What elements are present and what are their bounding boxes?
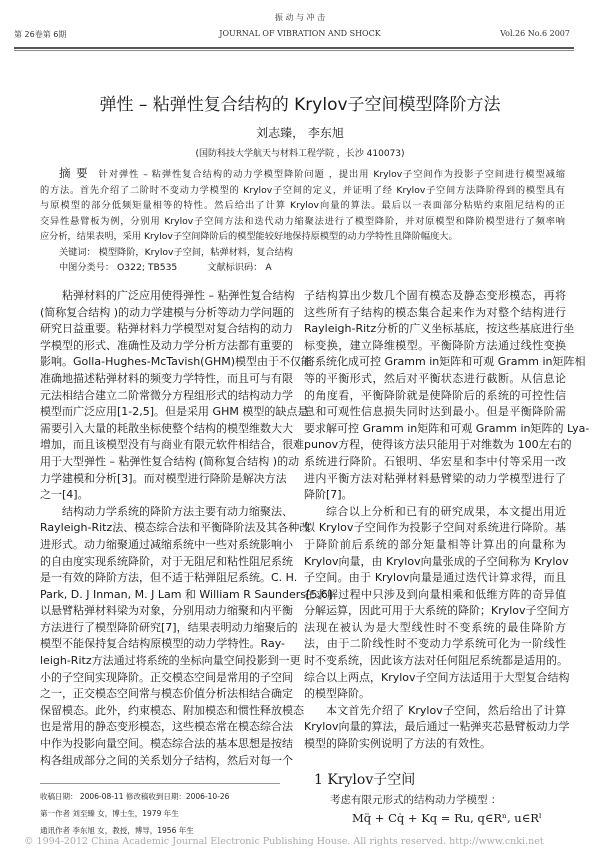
- journal-name-cn: 振 动 与 冲 击: [274, 13, 326, 22]
- paragraph-line: 也是常用的静态变形模态，这些模态常在模态综合法: [40, 720, 293, 734]
- paragraph-line: 等的平衡形式，然后对平衡状态进行截断。从信息论: [304, 371, 566, 385]
- paragraph-line: 降阶[7]。: [304, 488, 353, 502]
- paragraph-line: 模型不能保持复合结构原模型的动力学特性。Ray-: [40, 637, 285, 651]
- paragraph-line: 准确地描述粘弹材料的频变力学特性，而且可与有限: [40, 371, 293, 385]
- doc-code-value: A: [265, 262, 272, 273]
- footnote-corresponding-author: 通讯作者 李东旭 女，教授，博导，1956 年生: [40, 826, 194, 835]
- paragraph-line: 似 Krylov子空间作为投影子空间对系统进行降阶。基: [304, 521, 566, 535]
- paragraph-line: Rayleigh-Ritz法、模态综合法和平衡降阶法及其各种改: [40, 521, 311, 535]
- abstract-line: [40, 229, 565, 245]
- paragraph-line: 之一，正交模态空间常与模态价值分析法相结合确定: [40, 687, 293, 701]
- paragraph-line: 用于大型弹性 – 粘弹性复合结构 (简称复合结构 )的动: [40, 454, 300, 468]
- abstract: [40, 166, 565, 276]
- clc-label: 中图分类号：: [59, 262, 115, 273]
- abstract-line: [40, 183, 565, 199]
- paragraph-line: 法现在被认为是大型线性时不变系统的最佳降阶方: [304, 620, 566, 634]
- paragraph-line: 标变换，建立降维模型。平衡降阶方法通过线性变换: [304, 338, 566, 352]
- paragraph-line: 元法相结合建立二阶常微分方程组形式的结构动力学: [40, 388, 293, 402]
- footnote-received: 收稿日期： 2006-08-11 修改稿收到日期：2006-10-26: [40, 792, 230, 801]
- section-heading: 1 Krylov子空间: [314, 772, 416, 788]
- paragraph-line: 构各组成部分之间的关系划分子结构，然后对每一个: [40, 753, 293, 767]
- paragraph-line: 力学建模和分析[3]。而对模型进行降阶是解决方法: [40, 471, 287, 485]
- right-column: [304, 288, 590, 753]
- paragraph-line: 法，由于二阶线性时不变动力学系统可化为一阶线性: [304, 637, 566, 651]
- journal-name-en: JOURNAL OF VIBRATION AND SHOCK: [219, 29, 381, 38]
- abstract-text: 针对弹性 – 粘弹性复合结构的动力学模型降阶问题 ，提出用 Krylov子空间作为投影子空间进行模型减缩: [98, 169, 566, 180]
- paper-title: 弹性 – 粘弹性复合结构的 Krylov子空间模型降阶方法: [99, 95, 501, 115]
- paragraph-line: 学模型的形式、准确性及动力学分析方法都有重要的: [40, 338, 293, 352]
- paragraph-line: 方法进行了模型降阶研究[7]，结果表明动力缩聚后的: [40, 620, 298, 634]
- doc-code-label: 文献标识码：: [207, 262, 263, 273]
- abstract-line: [40, 214, 565, 230]
- abstract-text: 应分析，结果表明，采用 Krylov子空间降阶后的模型能较好地保持原模型的动力学特性且降阶幅度大。: [40, 231, 458, 242]
- footnote-rule: [40, 783, 280, 784]
- paragraph-line: 的自由度实现系统降阶，对于无阻尼和粘性阻尼系统: [40, 554, 293, 568]
- paragraph-line: 于降阶前后系统的部分矩量相等计算出的向量称为: [304, 537, 566, 551]
- paragraph-line: 的模型降阶。: [304, 687, 370, 701]
- paragraph-line: 以悬臂粘弹材料梁为对象，分别用动力缩聚和内平衡: [40, 604, 293, 618]
- issue-cn: 第 26卷第 6期: [14, 30, 67, 39]
- paragraph-line: 系统进行降阶。石银明、华宏星和李中付等采用一改: [304, 454, 566, 468]
- equation: Mq̈ + Cq̇ + Kq = Ru, q∈Rⁿ, u∈Rˡ: [352, 811, 542, 825]
- paragraph-line: 进内平衡方法对粘弹材料悬臂梁的动力学模型进行了: [304, 471, 566, 485]
- affiliation: (国防科技大学航天与材料工程学院 ，长沙 410073): [195, 149, 405, 159]
- paragraph-line: 要求解可控 Gramm in矩阵和可观 Gramm in矩阵的 Lya-: [304, 421, 590, 435]
- paragraph-line: 模型而广泛应用[1-2,5]。但是采用 GHM 模型的缺点是: [40, 405, 309, 419]
- paragraph-line: 模型的降阶实例说明了方法的有效性。: [304, 737, 491, 751]
- paragraph-line: 这些所有子结构的模态集合起来作为对整个结构进行: [304, 305, 566, 319]
- paragraph-line: 增加，而且该模型没有与商业有限元软件相结合，很难: [40, 438, 304, 452]
- paragraph-line: 研究日益重要。粘弹材料力学模型对复合结构的动力: [40, 322, 293, 336]
- paragraph-line: Krylov向量的算法，最后通过一粘弹夹芯悬臂板动力学: [304, 720, 570, 734]
- paragraph-line: Park, D. J Inman, M. J Lam 和 William R Saunders[5,6]: [40, 587, 333, 601]
- section-intro: 考虑有限元形式的结构动力学模型 ：: [330, 794, 502, 806]
- keywords-label: 关键词：: [59, 246, 96, 258]
- paragraph-line: 粘弹材料的广泛应用使得弹性 – 粘弹性复合结构: [62, 289, 295, 302]
- paragraph-line: Rayleigh-Ritz分析的广义坐标基底，按这些基底进行坐: [304, 322, 575, 336]
- paragraph-line: 在求解过程中只涉及到向量相乘和低维方阵的奇异值: [304, 587, 566, 601]
- paragraph-line: leigh-Ritz方法通过将系统的坐标向量空间投影到一更: [40, 654, 301, 668]
- paragraph-line: 时不变系统，因此该方法对任何阻尼系统都是适用的。: [304, 654, 568, 668]
- authors: 刘志臻， 李东旭: [256, 126, 344, 140]
- classification: [40, 260, 565, 276]
- paragraph-line: 综合以上两点，Krylov子空间方法适用于大型复合结构: [304, 670, 570, 684]
- keywords: [40, 245, 565, 261]
- paragraph-line: punov方程，使得该方法只能用于对维数为 100左右的: [304, 438, 572, 452]
- issue-en: Vol.26 No.6 2007: [500, 29, 570, 38]
- abstract-label: 摘 要: [59, 166, 89, 180]
- clc-value: O322; TB535: [117, 262, 178, 273]
- paragraph-line: 中作为投影向量空间。模态综合法的基本思想是按结: [40, 737, 293, 751]
- abstract-line: [40, 166, 565, 183]
- paragraph-line: 是一有效的降阶方法，但不适于粘弹阻尼系统。C. H.: [40, 571, 298, 585]
- paragraph-line: 综合以上分析和已有的研究成果，本文提出用近: [326, 504, 566, 518]
- paragraph-line: 之一[4]。: [40, 488, 89, 502]
- paragraph-line: 本文首先介绍了 Krylov子空间，然后给出了计算: [326, 703, 566, 717]
- copyright-watermark: © 1994-2012 China Academic Journal Electronic Publishing House. All rights reserved. http://www.cnki.net: [24, 836, 544, 847]
- paragraph-line: 将系统化成可控 Gramm in矩阵和可观 Gramm in矩阵相: [304, 355, 586, 369]
- abstract-text: 与原模型的部分低频矩量相等的特性。然后给出了计算 Krylov向量的算法。最后以一表面部分粘贴约束阻尼结构的正: [40, 200, 565, 211]
- paragraph-line: (简称复合结构 )的动力学建模与分析等动力学问题的: [40, 305, 295, 319]
- paragraph-line: 子结构算出少数几个固有模态及静态变形模态，再将: [304, 289, 566, 302]
- abstract-text: 交异性悬臂板为例，分别用 Krylov子空间方法和迭代动力缩聚法进行了模型降阶，并对原模型和降阶模型进行了频率响: [40, 215, 565, 227]
- paragraph-line: 结构动力学系统的降阶方法主要有动力缩聚法、: [62, 504, 293, 518]
- paragraph-line: 分解运算，因此可用于大系统的降阶；Krylov子空间方: [304, 604, 570, 618]
- keywords-value: 模型降阶，Krylov子空间，粘弹材料，复合结构: [98, 246, 293, 258]
- paragraph-line: Krylov向量，由 Krylov向量张成的子空间称为 Krylov: [304, 554, 569, 568]
- header-rule: [14, 47, 574, 51]
- paragraph-line: 的角度看，平衡降阶就是使降阶后的系统的可控性信: [304, 388, 566, 402]
- paragraph-line: 保留模态。此外，约束模态、附加模态和惯性释放模态: [40, 703, 304, 717]
- paragraph-line: 子空间。由于 Krylov向量是通过迭代计算求得，而且: [304, 571, 566, 585]
- paragraph-line: 小的子空间实现降阶。正交模态空间是常用的子空间: [40, 670, 293, 684]
- abstract-line: [40, 198, 565, 214]
- paragraph-line: 影响。Golla-Hughes-McTavish(GHM)模型由于不仅能: [40, 355, 313, 369]
- footnote-first-author: 第一作者 刘至臻 女，博士生，1979 年生: [40, 809, 179, 818]
- paragraph-line: 息和可观性信息损失同时达到最小。但是平衡降阶需: [304, 405, 566, 419]
- paragraph-line: 需要引入大量的耗散坐标使整个结构的模型维数大大: [40, 421, 293, 435]
- abstract-text: 的方法。首先介绍了二阶时不变动力学模型的 Krylov子空间的定义，并证明了经 Krylov子空间方法降阶得到的模型具有: [40, 184, 565, 196]
- paragraph-line: 进形式。动力缩聚通过减缩系统中一些对系统影响小: [40, 537, 293, 551]
